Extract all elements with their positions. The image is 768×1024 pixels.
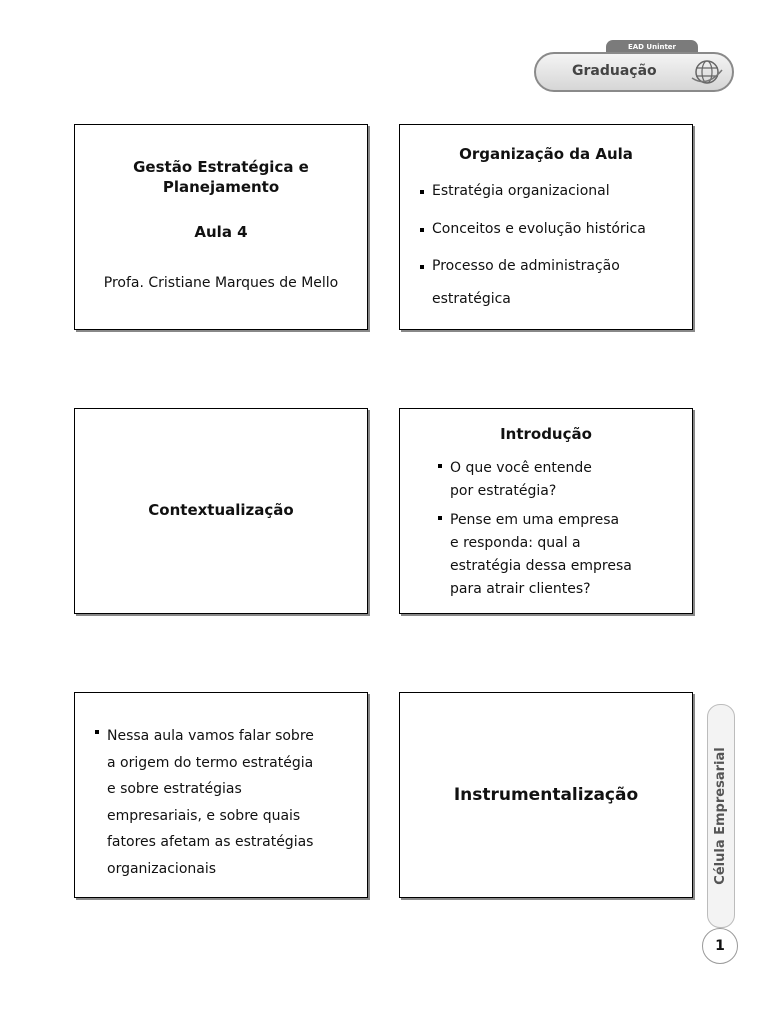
list-item-line: Nessa aula vamos falar sobre — [107, 728, 314, 744]
list-item-line: organizacionais — [107, 860, 217, 877]
graduacao-badge — [530, 34, 736, 96]
list-item: Conceitos e evolução histórica — [420, 221, 646, 237]
page-number: 1 — [702, 928, 738, 964]
lecture-title-line2: Planejamento — [162, 178, 280, 196]
section-side-tab — [707, 704, 735, 928]
list-item-line: e responda: qual a — [450, 535, 581, 551]
list-item — [95, 723, 314, 882]
slide-objetivos — [74, 692, 368, 898]
list-item — [438, 509, 632, 601]
list-item: Processo de administração — [420, 258, 646, 274]
slide-title — [74, 124, 368, 330]
lecture-title — [75, 157, 367, 197]
section-label: Célula Empresarial — [713, 747, 728, 885]
list-item-line: por estratégia? — [450, 483, 557, 499]
lecture-author: Profa. Cristiane Marques de Mello — [103, 275, 339, 291]
list-item-continuation: estratégica — [432, 291, 511, 307]
slide-heading: Organização da Aula — [459, 145, 633, 163]
list-item: Estratégia organizacional — [420, 183, 646, 199]
slide-organizacao — [399, 124, 693, 330]
list-item-line: Pense em uma empresa — [450, 512, 620, 528]
list-item — [438, 457, 632, 503]
bullet-list — [95, 723, 314, 882]
slide-title-text: Instrumentalização — [453, 785, 639, 805]
badge-label: Graduação — [572, 63, 657, 79]
lecture-title-line1: Gestão Estratégica e — [133, 158, 309, 176]
list-item-line: empresariais, e sobre quais — [107, 807, 301, 824]
badge-tab: EAD Uninter — [606, 40, 698, 54]
list-item-line: estratégia dessa empresa — [450, 558, 632, 574]
globe-icon — [690, 56, 724, 88]
slide-introducao — [399, 408, 693, 614]
bullet-list — [420, 183, 646, 282]
badge-pill — [534, 52, 734, 92]
slide-heading: Introdução — [500, 425, 592, 443]
lecture-number: Aula 4 — [194, 223, 248, 241]
slide-contextualizacao — [74, 408, 368, 614]
list-item-line: fatores afetam as estratégias — [107, 834, 314, 850]
bullet-list — [438, 457, 632, 601]
slide-title-text: Contextualização — [148, 501, 294, 519]
list-item-line: a origem do termo estratégia — [107, 754, 314, 771]
slide-instrumentalizacao — [399, 692, 693, 898]
list-item-line: e sobre estratégias — [107, 781, 242, 797]
list-item-line: O que você entende — [450, 460, 592, 476]
list-item-line: para atrair clientes? — [450, 581, 591, 597]
